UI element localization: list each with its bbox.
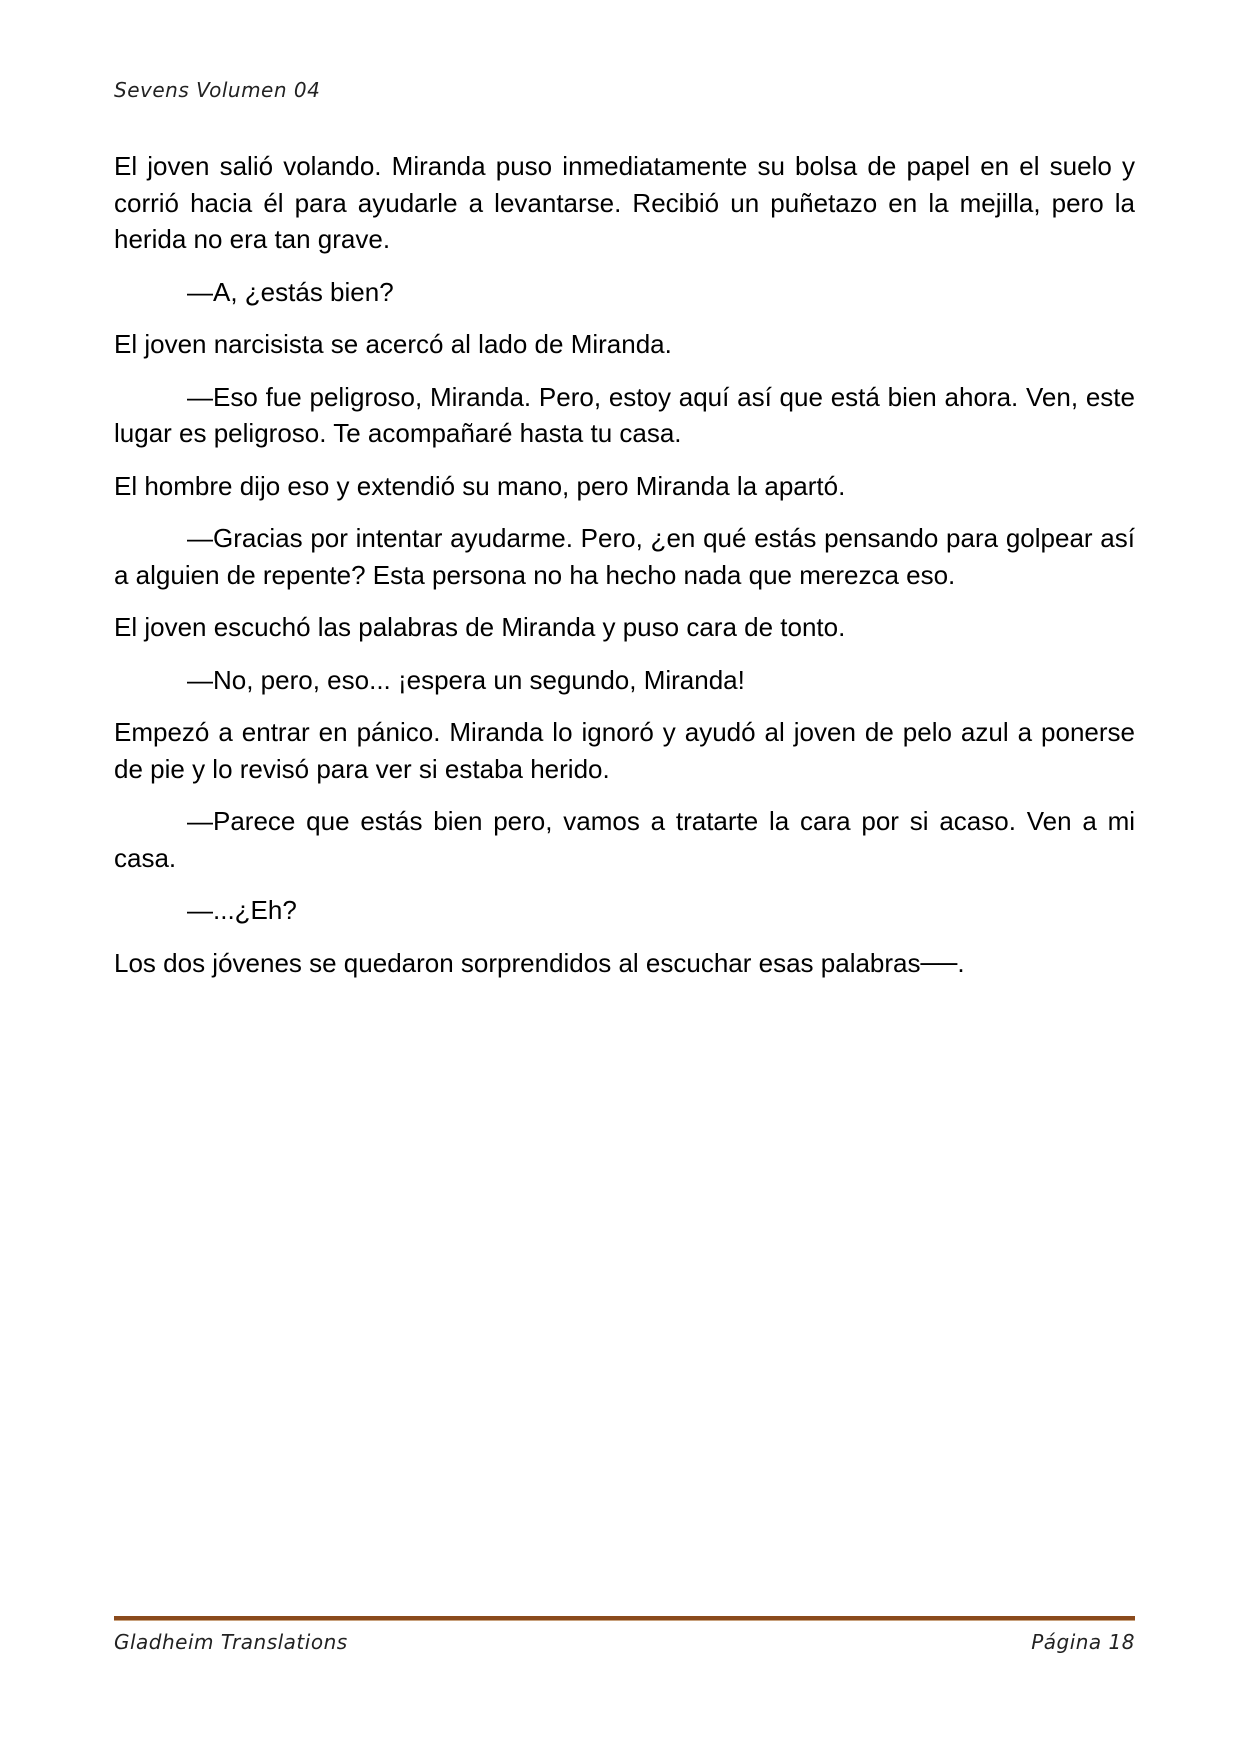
footer-credit: Gladheim Translations bbox=[114, 1630, 348, 1654]
dialogue-line: —Eso fue peligroso, Miranda. Pero, estoy aquí así que está bien ahora. Ven, este lugar es peligroso. Te acompañaré hasta tu casa. bbox=[114, 381, 1135, 448]
page-number: Página 18 bbox=[1031, 1630, 1135, 1654]
dialogue-line: —A, ¿estás bien? bbox=[187, 276, 394, 307]
paragraph: El joven narcisista se acercó al lado de Miranda. bbox=[114, 329, 672, 359]
running-header: Sevens Volumen 04 bbox=[114, 78, 321, 102]
page-body bbox=[114, 148, 1135, 997]
footer-divider bbox=[114, 1616, 1135, 1621]
paragraph: El joven salió volando. Miranda puso inmediatamente su bolsa de papel en el suelo y corrió hacia él para ayudarle a levantarse. Recibió un puñetazo en la mejilla, pero la herida no era tan grave. bbox=[114, 151, 1135, 254]
paragraph: El hombre dijo eso y extendió su mano, pero Miranda la apartó. bbox=[114, 470, 846, 501]
dialogue-line: —Parece que estás bien pero, vamos a tratarte la cara por si acaso. Ven a mi casa. bbox=[114, 806, 1135, 873]
paragraph: El joven escuchó las palabras de Miranda y puso cara de tonto. bbox=[114, 612, 846, 642]
dialogue-line: —Gracias por intentar ayudarme. Pero, ¿en qué estás pensando para golpear así a alguien de repente? Esta persona no ha hecho nada que merezca eso. bbox=[114, 523, 1135, 590]
paragraph: Empezó a entrar en pánico. Miranda lo ignoró y ayudó al joven de pelo azul a ponerse de pie y lo revisó para ver si estaba herido. bbox=[114, 717, 1135, 784]
page-footer bbox=[114, 1630, 1135, 1654]
dialogue-line: —No, pero, eso... ¡espera un segundo, Miranda! bbox=[187, 664, 745, 695]
dialogue-line: —...¿Eh? bbox=[187, 895, 297, 925]
paragraph: Los dos jóvenes se quedaron sorprendidos al escuchar esas palabras──. bbox=[114, 947, 965, 978]
